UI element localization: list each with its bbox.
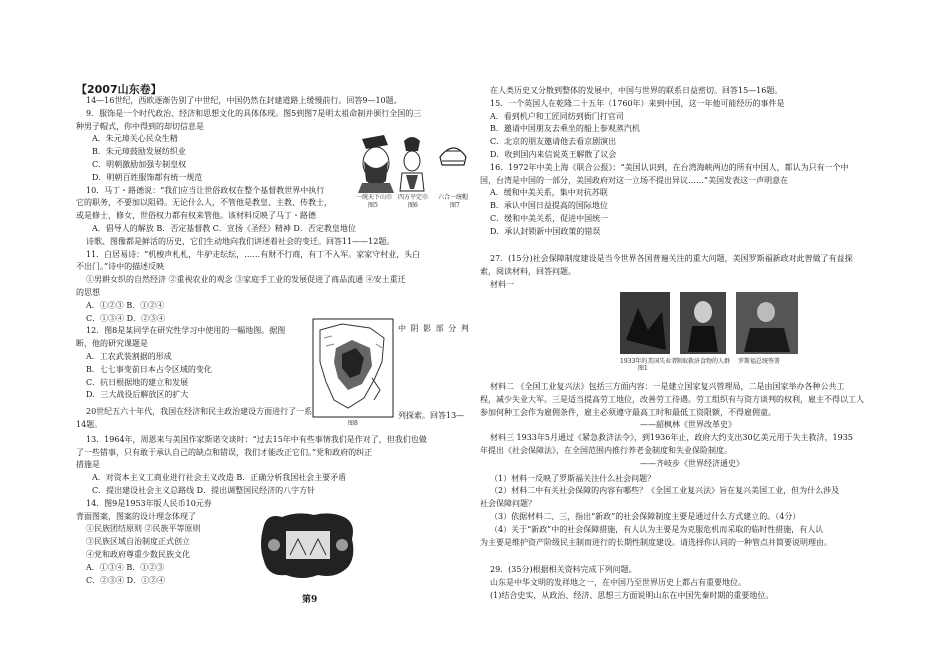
text-line: B．朱元璋鼓励发展纺织业 <box>92 147 186 157</box>
text-line: 14题。 <box>76 420 103 429</box>
figure-8-map <box>312 318 394 426</box>
text-line: （2）材料二中有关社会保障的内容有哪些？《全国工业复兴法》旨在复兴美国工业，但为什么涉及 <box>490 486 840 496</box>
text-line: ——韶枫林《世界改革史》 <box>640 420 736 430</box>
text-line: C．明朝激励加强专制皇权 <box>92 160 187 169</box>
text-line: 种男子帽式，你中得到的却切信息是 <box>76 121 204 131</box>
text-line: 年提出《社会保障法》，在全国范围内推行养老金制度和失业保险制度。 <box>480 446 732 455</box>
text-line: 12．图8是某同学在研究性学习中使用的一幅地图。据图 <box>86 326 286 336</box>
material-one-photos <box>618 290 802 370</box>
text-line: 材料二 《全国工业复兴法》包括三方面内容：一是建立国家复兴管理局，二是由国家举办各种公共工 <box>490 382 845 391</box>
text-line: A．①③④ B．①②③ <box>86 562 165 572</box>
text-line: 它的职务，不要加以阻碍。无论什么人，不管他是教皇、主教、传教士， <box>76 198 332 208</box>
text-line: 或是修士，修女，世俗权力都有权来管他。该材料反映了马丁・路德 <box>76 211 316 221</box>
exam-title: 【2007山东卷】 <box>76 83 162 96</box>
text-line: C．北京的朋友邀请他去看京剧演出 <box>490 137 617 147</box>
fig5-number: 图5 <box>368 202 378 209</box>
text-line: 不出门。”诗中的描述反映 <box>76 262 165 272</box>
text-line: 11．白居易诗：“机梭声札札，牛驴走纭纭，……有财不行商，有丁不入军。家家守村业，头白 <box>86 249 421 259</box>
text-line: 27．(15分)社会保障制度建设是当今世界各国普遍关注的重大问题，美国罗斯福新政对此曾做了有益探 <box>490 254 853 264</box>
fig5-caption: 一统天下山巾 <box>356 194 393 201</box>
fig6-caption: 四方平定巾 <box>398 194 429 201</box>
text-line: 20世纪五六十年代，我国在经济和民主政治建设方面进行了一系 <box>86 407 313 417</box>
figure-5-7-hats <box>354 131 472 207</box>
photo-3-caption: 罗斯福总统签署 <box>738 358 781 365</box>
text-line: 材料三 1933年5月通过《紧急救济法令》，到1936年止，政府大约支出30亿美元用于失主救济，1935 <box>490 433 853 443</box>
text-line: A．倡导人的解放 B．否定基督教 C．宣扬《圣经》精神 D．否定教皇地位 <box>92 224 356 233</box>
text-line: C．①③④ D．②③④ <box>86 313 166 323</box>
text-line: B．承认中国日益提高的国际地位 <box>490 201 608 211</box>
page-number: 第9 <box>302 595 318 605</box>
series-side-text: 列探索。回答13— <box>398 411 465 420</box>
photo-strip <box>618 290 802 356</box>
fig8-number: 图8 <box>348 420 358 427</box>
figure-7-hat <box>440 148 466 165</box>
text-line: 10．马丁・路德说：“我们应当让世俗政权在整个基督教世界中执行 <box>86 185 325 195</box>
text-line: 9．服饰是一个时代政治、经济和思想文化的具体体现。图5到图7是明太祖命制并颁行全国的三 <box>86 108 422 118</box>
text-line: ——齐岐步《世界经济通史》 <box>640 458 744 468</box>
text-line: C．提出建设社会主义总路线 D．提出调整国民经济的八字方针 <box>92 486 316 495</box>
text-line: 参加何种工会作为雇佣条件，雇主必须遵守最高工时和最低工资限额，不得雇佣童。 <box>480 407 776 417</box>
text-line: 14—16世纪，西欧逐渐告别了中世纪，中国仍然在封建道路上缓慢前行。回答9—10题。 <box>86 96 402 105</box>
text-line: 为主要是维护资产阶级民主制而进行的长期性制度建设。请选择你认同的一种管点并简要说明理由。 <box>480 537 832 547</box>
fig6-number: 图6 <box>408 202 418 209</box>
fig7-caption: 六合一统帽 <box>438 194 469 201</box>
text-line: （3）依据材料二、三，指出“新政”的社会保障制度主要是通过什么方式建立的。（4分） <box>490 512 801 521</box>
text-line: 断，他的研究课题是 <box>76 339 148 349</box>
text-line: 15．一个英国人在乾隆二十五年（1760年）来到中国，这一年他可能经历的事件是 <box>490 98 785 108</box>
text-line: D．承认封锁新中国政策的错误 <box>490 226 601 236</box>
text-line: D．明朝百姓服饰都有统一规范 <box>92 172 203 182</box>
text-line: B．邀请中国朋友去乘坐的船上参观蒸汽机 <box>490 124 640 134</box>
text-line: A．对资本主义工商业进行社会主义改造 B．正确分析我国社会主要矛盾 <box>92 473 347 483</box>
text-line: 14．图9是1953年版人民币10元券 <box>86 498 212 508</box>
text-line: 13．1964年，周恩来与美国作家斯诺交谈时：“过去15年中有些事情我们是作对了，但我们也做 <box>86 434 427 444</box>
text-line: 在人类历史又分散到整体的发展中，中国与世界的联系日益密切。回答15—16题。 <box>490 86 783 95</box>
china-map <box>312 318 394 418</box>
text-line: A．看到机户和工匠同纺到衙门打官司 <box>490 111 624 121</box>
text-line: 了一些错事，只有敢于承认自己的缺点和错误，我们才能改正它们。”党和政府的纠正 <box>76 447 373 457</box>
fig7-number: 图7 <box>450 202 460 209</box>
text-line: A．工农武装割据的形成 <box>86 352 172 361</box>
text-line: 材料一 <box>490 280 514 289</box>
text-line: 社会保障问题？ <box>480 499 536 509</box>
text-line: ①男耕女织的自然经济 ②重视农业的观念 ③家庭手工业的发展促进了商品流通 ④安土重迁 <box>86 275 406 285</box>
text-line: （1）材料一反映了罗斯福关注什么社会问题？ <box>490 473 656 483</box>
text-line: 29．(35分)根据相关资料完成下列问题。 <box>490 565 637 575</box>
text-line: ①民族团结原则 ②民族平等原则 <box>86 524 201 534</box>
text-line: D．收到国内来信说英王解散了议会 <box>490 150 617 159</box>
text-line: 背面图案，图案的设计理念体现了 <box>76 511 196 521</box>
text-line: A．缓和中美关系，集中对抗苏联 <box>490 188 608 198</box>
text-line: 国，台湾是中国的一部分，美国政府对这一立场不提出异议……”美国发表这一声明意在 <box>480 175 789 185</box>
text-line: ③民族区域自治制度正式创立 <box>86 537 190 547</box>
text-line: D．三大战役后解放区的扩大 <box>86 390 189 400</box>
text-line: 措施是 <box>76 460 100 470</box>
text-line: B．七七事变前日本占令区域的变化 <box>86 364 212 374</box>
text-line: 山东是中华文明的发祥地之一，在中国乃至世界历史上都占有重要地位。 <box>490 578 746 587</box>
text-line: C．②③④ D．①②④ <box>86 575 166 585</box>
text-line: 诗歌、图像都是鲜活的历史，它们生动地向我们讲述着社会的变迁。回答11——12题。 <box>86 236 395 246</box>
photo-2-caption: 领取救济食物的人群 <box>676 358 731 365</box>
figure-9-banknote <box>258 509 358 581</box>
text-line: A．①②③ B．①②④ <box>86 300 165 310</box>
figure-5-portrait <box>358 135 394 193</box>
text-line: 16．1972年中美上海《联合公报》：“美国认识到，在台湾海峡两边的所有中国人，都认为只有一个中 <box>490 162 849 172</box>
text-line: ④党和政府尊重少数民族文化 <box>86 550 190 559</box>
photo-1-number: 图1 <box>638 365 648 372</box>
banknote-image <box>258 509 358 581</box>
text-line: (1)结合史实，从政治、经济、思想三方面说明山东在中国先秦时期的重要地位。 <box>490 590 774 600</box>
text-line: A．朱元璋关心民众生精 <box>92 134 178 144</box>
text-line: C．缓和中美关系，促进中国统一 <box>490 214 609 223</box>
text-line: （4）关于“新政”中的社会保障措施，有人认为主要是为克服危机而采取的临时性措施，有人认 <box>490 524 824 534</box>
figure-6-portrait <box>400 137 424 191</box>
text-line: C．抗日根据地的建立和发展 <box>86 377 189 387</box>
photo-1-caption: 1933年的美国失业者 <box>620 358 678 365</box>
q12-side-text: 中 阴 影 部 分 判 <box>398 324 470 333</box>
text-line: 的思想 <box>76 288 100 297</box>
text-line: 索，阅读材料，回答问题。 <box>480 267 576 277</box>
text-line: 程，减少失业大军。三是适当提高劳工地位，改善劳工待遇。劳工组织有与资方谈判的权利，雇主不得以工人 <box>480 394 864 404</box>
